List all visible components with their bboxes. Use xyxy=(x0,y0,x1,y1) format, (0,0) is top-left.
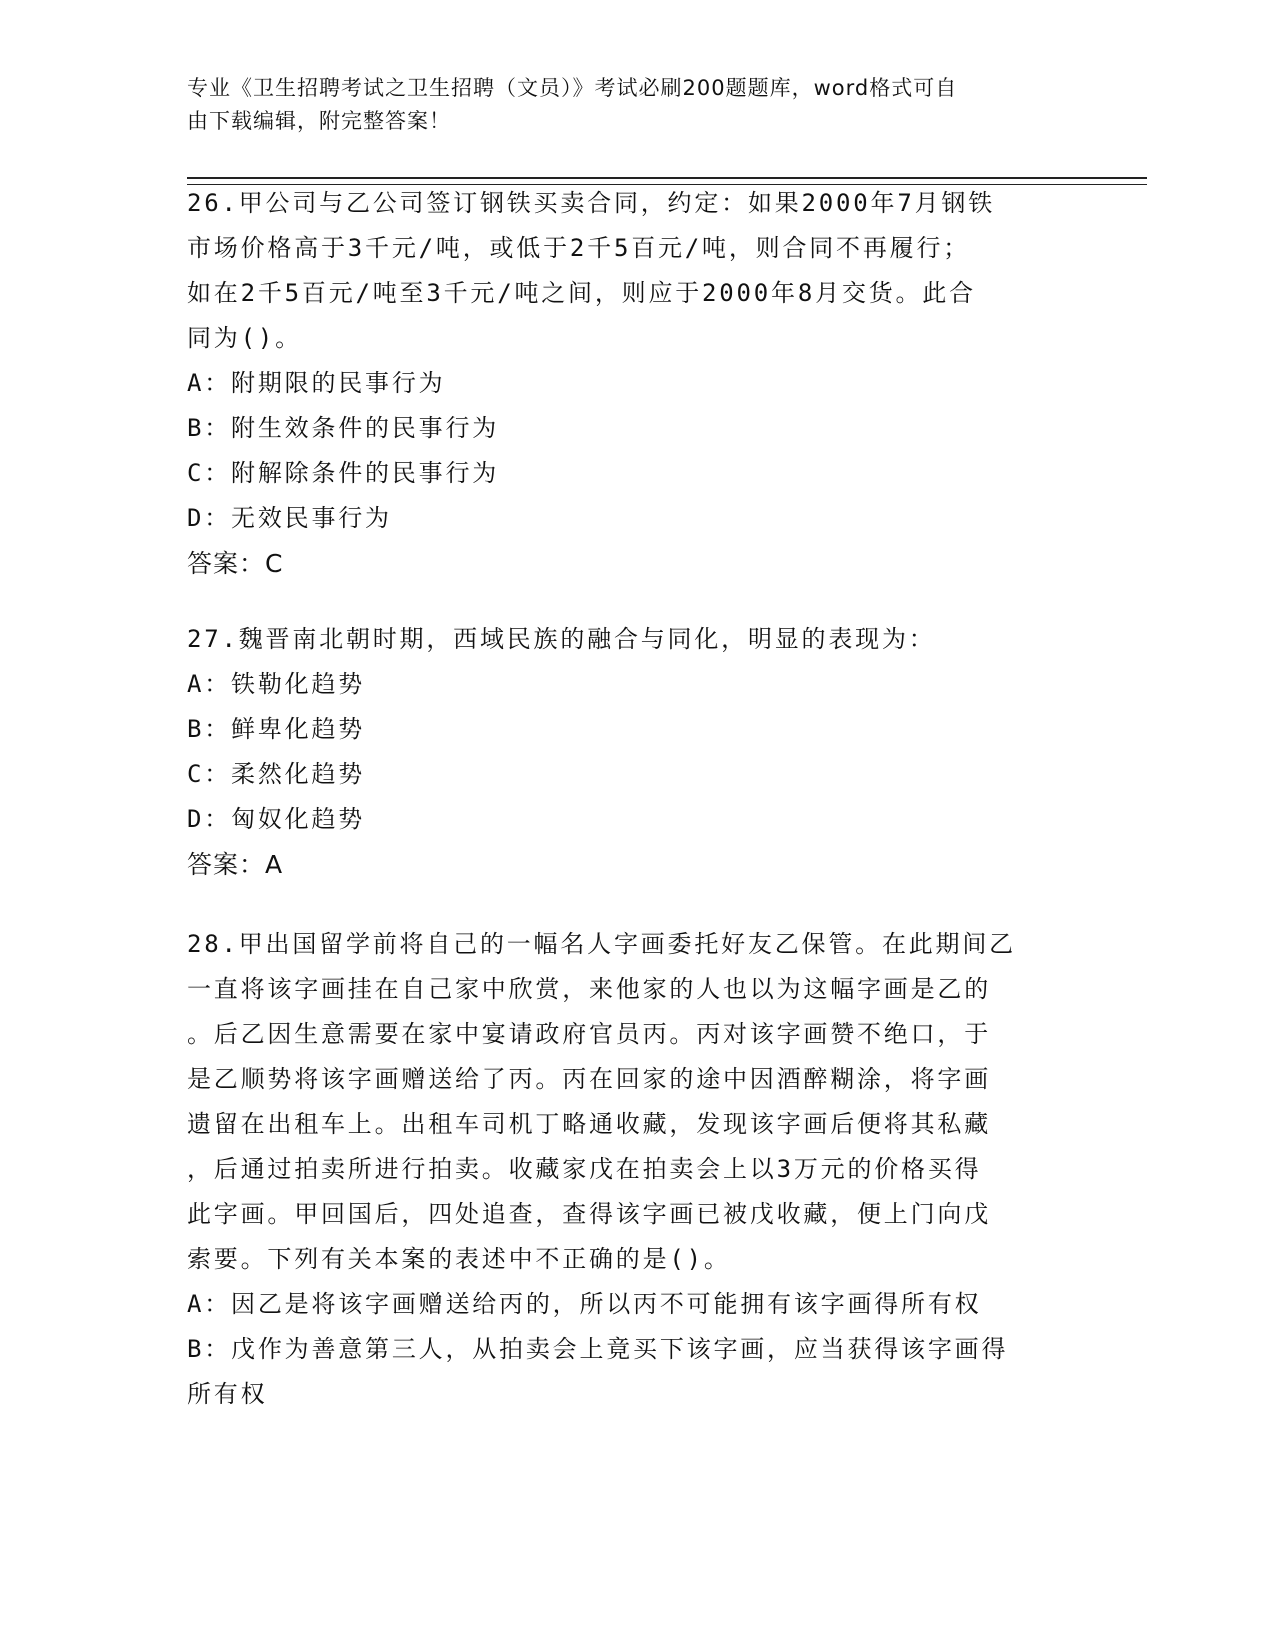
question-text-line: 27.魏晋南北朝时期，西域民族的融合与同化，明显的表现为： xyxy=(187,625,936,653)
question-28 xyxy=(187,922,1067,1417)
header-line-2: 由下载编辑，附完整答案！ xyxy=(187,109,451,133)
question-text-line: 此字画。甲回国后，四处追查，查得该字画已被戊收藏，便上门向戊 xyxy=(187,1200,991,1228)
option-b-continued: 所有权 xyxy=(187,1380,268,1408)
option-c: C：附解除条件的民事行为 xyxy=(187,459,500,487)
option-d: D：无效民事行为 xyxy=(187,504,392,532)
option-a: A：附期限的民事行为 xyxy=(187,369,446,397)
answer-line: 答案：A xyxy=(187,850,284,879)
question-text-line: 如在2千5百元/吨至3千元/吨之间，则应于2000年8月交货。此合 xyxy=(187,279,976,307)
option-d: D：匈奴化趋势 xyxy=(187,805,366,833)
question-text-line: 一直将该字画挂在自己家中欣赏，来他家的人也以为这幅字画是乙的 xyxy=(187,975,991,1003)
option-a: A：铁勒化趋势 xyxy=(187,670,366,698)
question-text-line: 是乙顺势将该字画赠送给了丙。丙在回家的途中因酒醉糊涂，将字画 xyxy=(187,1065,991,1093)
question-text-line: 同为()。 xyxy=(187,324,302,352)
document-header xyxy=(187,72,1067,138)
answer-line: 答案：C xyxy=(187,549,284,578)
question-text-line: 28.甲出国留学前将自己的一幅名人字画委托好友乙保管。在此期间乙 xyxy=(187,930,1016,958)
header-line-1: 专业《卫生招聘考试之卫生招聘（文员）》考试必刷200题题库，word格式可自 xyxy=(187,76,958,100)
question-text-line: 遗留在出租车上。出租车司机丁略通收藏，发现该字画后便将其私藏 xyxy=(187,1110,991,1138)
option-b: B：鲜卑化趋势 xyxy=(187,715,366,743)
question-27 xyxy=(187,617,1067,887)
question-text-line: 市场价格高于3千元/吨，或低于2千5百元/吨，则合同不再履行； xyxy=(187,234,971,262)
question-text-line: ，后通过拍卖所进行拍卖。收藏家戊在拍卖会上以3万元的价格买得 xyxy=(187,1155,982,1183)
option-b: B：附生效条件的民事行为 xyxy=(187,414,500,442)
question-text-line: 。后乙因生意需要在家中宴请政府官员丙。丙对该字画赞不绝口，于 xyxy=(187,1020,991,1048)
question-text-line: 26.甲公司与乙公司签订钢铁买卖合同，约定：如果2000年7月钢铁 xyxy=(187,189,995,217)
header-divider-thick xyxy=(187,177,1147,179)
option-a: A：因乙是将该字画赠送给丙的，所以丙不可能拥有该字画得所有权 xyxy=(187,1290,982,1318)
question-text-line: 索要。下列有关本案的表述中不正确的是()。 xyxy=(187,1245,731,1273)
option-c: C：柔然化趋势 xyxy=(187,760,366,788)
option-b: B：戊作为善意第三人，从拍卖会上竟买下该字画，应当获得该字画得 xyxy=(187,1335,1009,1363)
question-26 xyxy=(187,181,1067,586)
